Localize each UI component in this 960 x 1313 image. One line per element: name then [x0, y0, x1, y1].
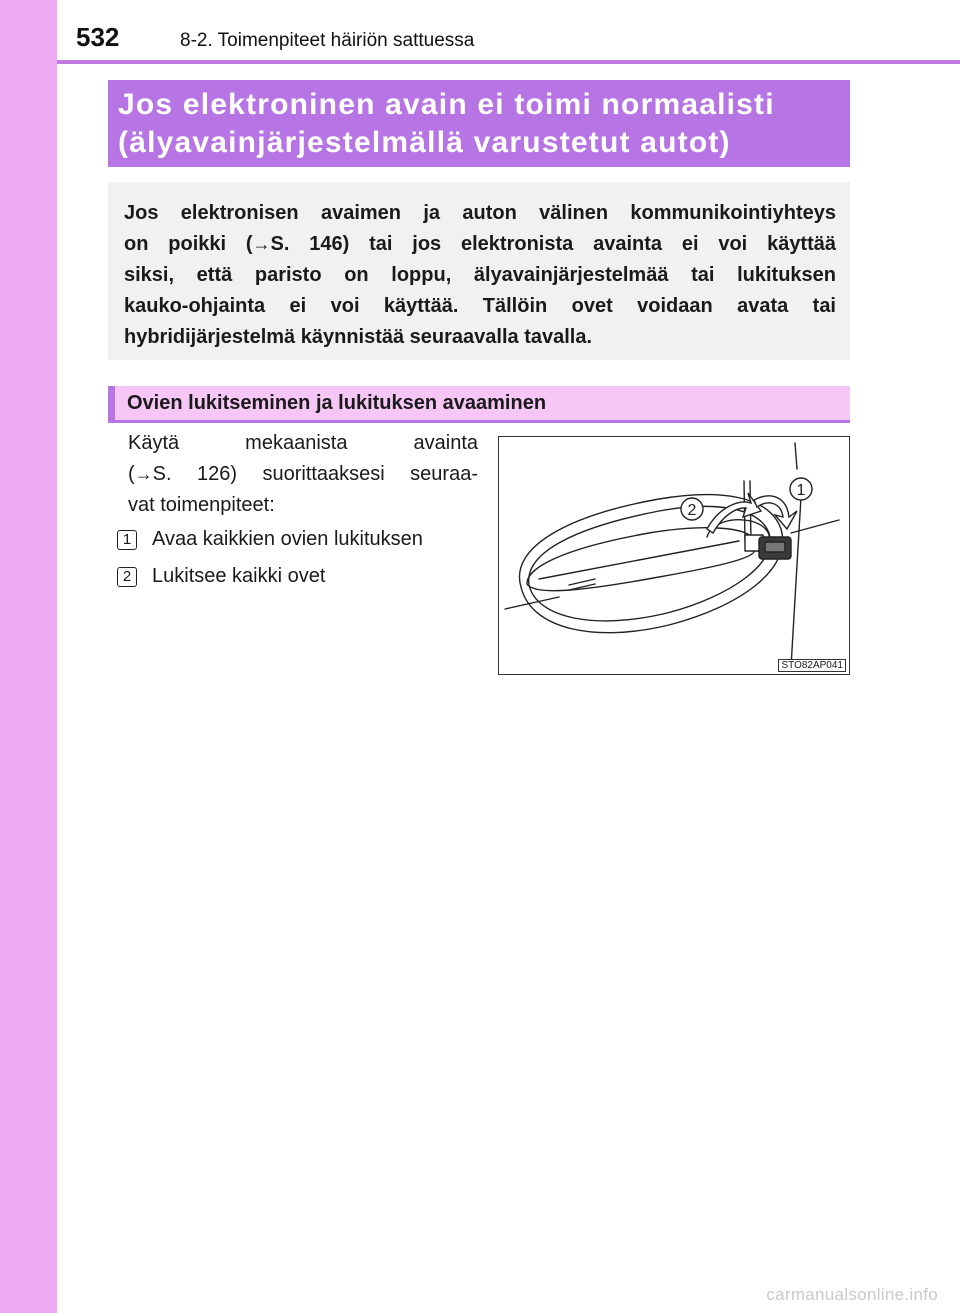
- body-line-2-start: (: [128, 463, 135, 485]
- mechanical-key-icon: [745, 535, 791, 559]
- door-handle-illustration: [498, 436, 850, 675]
- door-handle-grip-line: [539, 541, 739, 579]
- reference-arrow-icon: →: [134, 464, 153, 484]
- subheading-text: Ovien lukitseminen ja lukituksen avaaminen: [127, 392, 547, 414]
- lock-rotation-arrow-icon: [707, 493, 761, 533]
- page-number: 532: [76, 22, 120, 52]
- figure-code: STO82AP041: [778, 659, 846, 672]
- callout-number: 1: [796, 482, 806, 499]
- reference-arrow-icon: →: [252, 234, 271, 254]
- unlock-rotation-arrow-icon: [754, 496, 797, 529]
- section-reference: 8-2. Toimenpiteet häiriön sattuessa: [180, 30, 475, 51]
- intro-line-1: Jos elektronisen avaimen ja auton välinen kommunikointiyhteys: [124, 202, 836, 224]
- page-side-strip: [0, 0, 57, 1313]
- door-panel-line: [791, 520, 839, 533]
- callout-number: 2: [687, 502, 697, 519]
- door-handle-slot: [569, 579, 595, 585]
- callout-2: [681, 498, 703, 520]
- intro-box: [108, 182, 850, 360]
- step-text: Lukitsee kaikki ovet: [152, 565, 326, 587]
- pillar-line: [795, 443, 797, 469]
- pillar-line: [791, 497, 801, 667]
- intro-line-3: siksi, että paristo on loppu, älyavainjärjestelmää tai lukituksen: [124, 264, 836, 286]
- section-title-box: [108, 80, 850, 167]
- header-divider: [57, 60, 960, 64]
- intro-line-2-end: S. 146) tai jos elektronista avainta ei voi käyttää: [270, 233, 837, 255]
- subheading: [108, 386, 850, 423]
- intro-line-2-start: on poikki (: [124, 233, 253, 255]
- body-line-2: [128, 459, 478, 490]
- step-item-1: [117, 528, 423, 551]
- watermark: carmanualsonline.info: [766, 1285, 938, 1304]
- callout-1: [790, 478, 812, 500]
- door-handle-drawing: [499, 437, 851, 676]
- body-line-1: Käytä mekaanista avainta: [128, 432, 478, 454]
- step-number-badge: 1: [117, 530, 137, 550]
- step-number-badge: 2: [117, 567, 137, 587]
- intro-line-2: [124, 229, 836, 260]
- step-item-2: [117, 565, 325, 588]
- intro-line-4: kauko-ohjainta ei voi käyttää. Tällöin ovet voidaan avata tai: [124, 295, 836, 317]
- section-title-line-2: (älyavainjärjestelmällä varustetut autot): [118, 126, 731, 159]
- body-line-2-end: S. 126) suorittaaksesi seuraa-: [152, 463, 478, 485]
- body-paragraph: [128, 428, 478, 521]
- intro-line-5: hybridijärjestelmä käynnistää seuraavalla tavalla.: [124, 326, 593, 348]
- body-line-3: vat toimenpiteet:: [128, 494, 275, 516]
- step-text: Avaa kaikkien ovien lukituksen: [152, 528, 423, 550]
- section-title-line-1: Jos elektroninen avain ei toimi normaalisti: [118, 88, 775, 121]
- door-handle-recess-inner: [529, 506, 771, 620]
